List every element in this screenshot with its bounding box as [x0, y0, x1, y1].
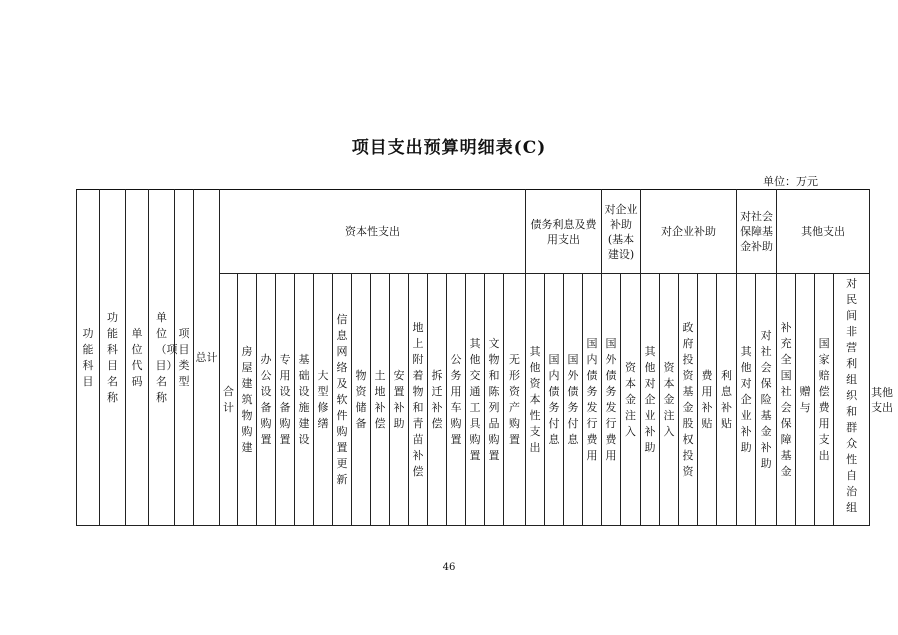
- debt-col: 国外债务付息: [564, 274, 583, 526]
- enterprise-capital-col: 其他对企业补助: [641, 274, 660, 526]
- debt-col: 国外债务发行费用: [602, 274, 621, 526]
- capital-col: 办公设备购置: [257, 274, 276, 526]
- capital-col: 其他交通工具购置: [466, 274, 485, 526]
- capital-col: 无形资产购置: [504, 274, 526, 526]
- other-col: 国家赔偿费用支出: [815, 274, 834, 526]
- page-number: 46: [442, 562, 456, 573]
- capital-col: 专用设备购置: [276, 274, 295, 526]
- capital-col: 合计: [220, 274, 238, 526]
- group-enterprise-subsidy: 对企业补助: [641, 190, 737, 274]
- header-total: 总计: [194, 190, 220, 526]
- page-title: 项目支出预算明细表(C): [351, 138, 547, 158]
- capital-col: 其他资本性支出: [526, 274, 545, 526]
- capital-col: 文物和陈列品购置: [485, 274, 504, 526]
- group-other-expenditure: 其他支出: [777, 190, 870, 274]
- capital-col: 安置补助: [390, 274, 409, 526]
- capital-col: 大型修缮: [314, 274, 333, 526]
- enterprise-col: 其他对企业补助: [737, 274, 756, 526]
- enterprise-capital-col: 资本金注入: [621, 274, 641, 526]
- header-unit-name: 单位（项目）名称: [149, 190, 175, 526]
- social-col: 对社会保险基金补助: [756, 274, 777, 526]
- capital-col: 土地补偿: [371, 274, 390, 526]
- capital-col: 物资储备: [352, 274, 371, 526]
- social-col: 补充全国社会保障基金: [777, 274, 796, 526]
- capital-col: 基础设施建设: [295, 274, 314, 526]
- capital-col: 地上附着物和青苗补偿: [409, 274, 428, 526]
- group-capital-expenditure: 资本性支出: [220, 190, 526, 274]
- other-col: 对民间非营利组织和群众性自治组: [834, 274, 870, 526]
- other-col: 赠与: [796, 274, 815, 526]
- header-unit-code: 单位代码: [126, 190, 149, 526]
- header-function-name: 功能科目名称: [100, 190, 126, 526]
- group-social-security: 对社会保障基金补助: [737, 190, 777, 274]
- group-debt-interest: 债务利息及费用支出: [526, 190, 602, 274]
- capital-col: 拆迁补偿: [428, 274, 447, 526]
- capital-col: 房屋建筑物购建: [238, 274, 257, 526]
- group-enterprise-capital-subsidy: 对企业补助(基本建设): [602, 190, 641, 274]
- enterprise-col: 费用补贴: [698, 274, 717, 526]
- enterprise-col: 利息补贴: [717, 274, 737, 526]
- enterprise-col: 政府投资基金股权投资: [679, 274, 698, 526]
- capital-col: 信息网络及软件购置更新: [333, 274, 352, 526]
- enterprise-col: 资本金注入: [660, 274, 679, 526]
- header-function-code: 功能科目: [77, 190, 100, 526]
- capital-col: 公务用车购置: [447, 274, 466, 526]
- debt-col: 国内债务发行费用: [583, 274, 602, 526]
- budget-table: 功能科目 功能科目名称 单位代码 单位（项目）名称 项目类型 总计 资本性支出 债务利息及费用支出 对企业补助(基本建设) 对企业补助 对社会保障基金补助 其他支出 合计 房屋建筑物购建 办公设备购置 专用设备购置 基础设施建设 大型修缮 信息网络及软件购置更新 物资储备 土地补偿 安置补助 地上附着物和青苗补偿 拆迁补偿 公务用车购置 其他交通工具购置 文物和陈列品购置 无形资产购置 其他资本性支出 国内债务付息 国外债务付息 国内债务发行费用 国外债务发行费用 资本金注入 其他对企业补助 资本金注入 政府投资基金股权投资 费用补贴 利息补贴 其他对企业补助 对社会保险基金补助 补充全国社会保障基金 赠与 国家赔偿费用支出 对民间非营利组织和群众性自治组 其他支出: [76, 189, 870, 526]
- header-project-type: 项目类型: [175, 190, 194, 526]
- debt-col: 国内债务付息: [545, 274, 564, 526]
- unit-label: 单位：万元: [763, 175, 818, 188]
